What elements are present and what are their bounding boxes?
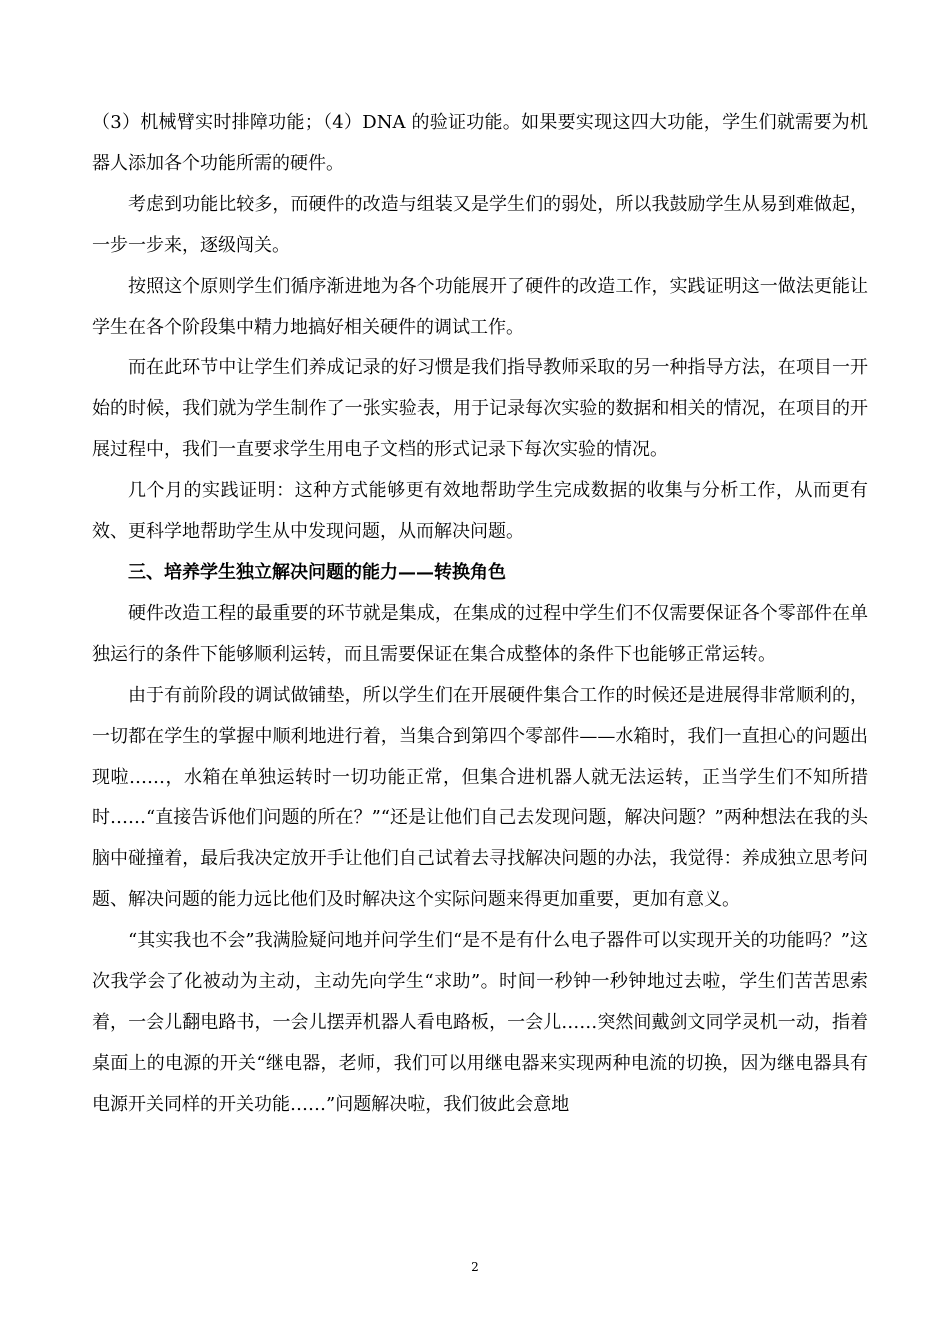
paragraph: 考虑到功能比较多，而硬件的改造与组装又是学生们的弱处，所以我鼓励学生从易到难做起，一步一步来，逐级闯关。 [92, 193, 868, 256]
document-body [92, 103, 868, 1126]
paragraph: 按照这个原则学生们循序渐进地为各个功能展开了硬件的改造工作，实践证明这一做法更能让学生在各个阶段集中精力地搞好相关硬件的调试工作。 [92, 275, 868, 338]
paragraph: 几个月的实践证明：这种方式能够更有效地帮助学生完成数据的收集与分析工作，从而更有效、更科学地帮助学生从中发现问题，从而解决问题。 [92, 480, 868, 543]
paragraph-continuation: （3）机械臂实时排障功能；（4）DNA 的验证功能。如果要实现这四大功能，学生们就需要为机器人添加各个功能所需的硬件。 [92, 112, 868, 174]
paragraph: 而在此环节中让学生们养成记录的好习惯是我们指导教师采取的另一种指导方法，在项目一开始的时候，我们就为学生制作了一张实验表，用于记录每次实验的数据和相关的情况，在项目的开展过程中，我们一直要求学生用电子文档的形式记录下每次实验的情况。 [92, 357, 868, 461]
paragraph: 硬件改造工程的最重要的环节就是集成，在集成的过程中学生们不仅需要保证各个零部件在单独运行的条件下能够顺利运转，而且需要保证在集合成整体的条件下也能够正常运转。 [92, 602, 868, 665]
section-heading: 三、培养学生独立解决问题的能力——转换角色 [128, 561, 506, 583]
paragraph: “其实我也不会”我满脸疑问地并问学生们“是不是有什么电子器件可以实现开关的功能吗？”这次我学会了化被动为主动，主动先向学生“求助”。时间一秒钟一秒钟地过去啦，学生们苦苦思索着，一会儿翻电路书，一会儿摆弄机器人看电路板，一会儿……突然间戴剑文同学灵机一动，指着桌面上的电源的开关“继电器，老师，我们可以用继电器来实现两种电流的切换，因为继电器具有电源开关同样的开关功能……”问题解决啦，我们彼此会意地 [92, 930, 868, 1115]
page-number: 2 [471, 1260, 479, 1274]
paragraph: 由于有前阶段的调试做铺垫，所以学生们在开展硬件集合工作的时候还是进展得非常顺利的，一切都在学生的掌握中顺利地进行着，当集合到第四个零部件——水箱时，我们一直担心的问题出现啦……，水箱在单独运转时一切功能正常，但集合进机器人就无法运转，正当学生们不知所措时……“直接告诉他们问题的所在？”“还是让他们自己去发现问题，解决问题？”两种想法在我的头脑中碰撞着，最后我决定放开手让他们自己试着去寻找解决问题的办法，我觉得：养成独立思考问题、解决问题的能力远比他们及时解决这个实际问题来得更加重要，更加有意义。 [92, 684, 868, 911]
